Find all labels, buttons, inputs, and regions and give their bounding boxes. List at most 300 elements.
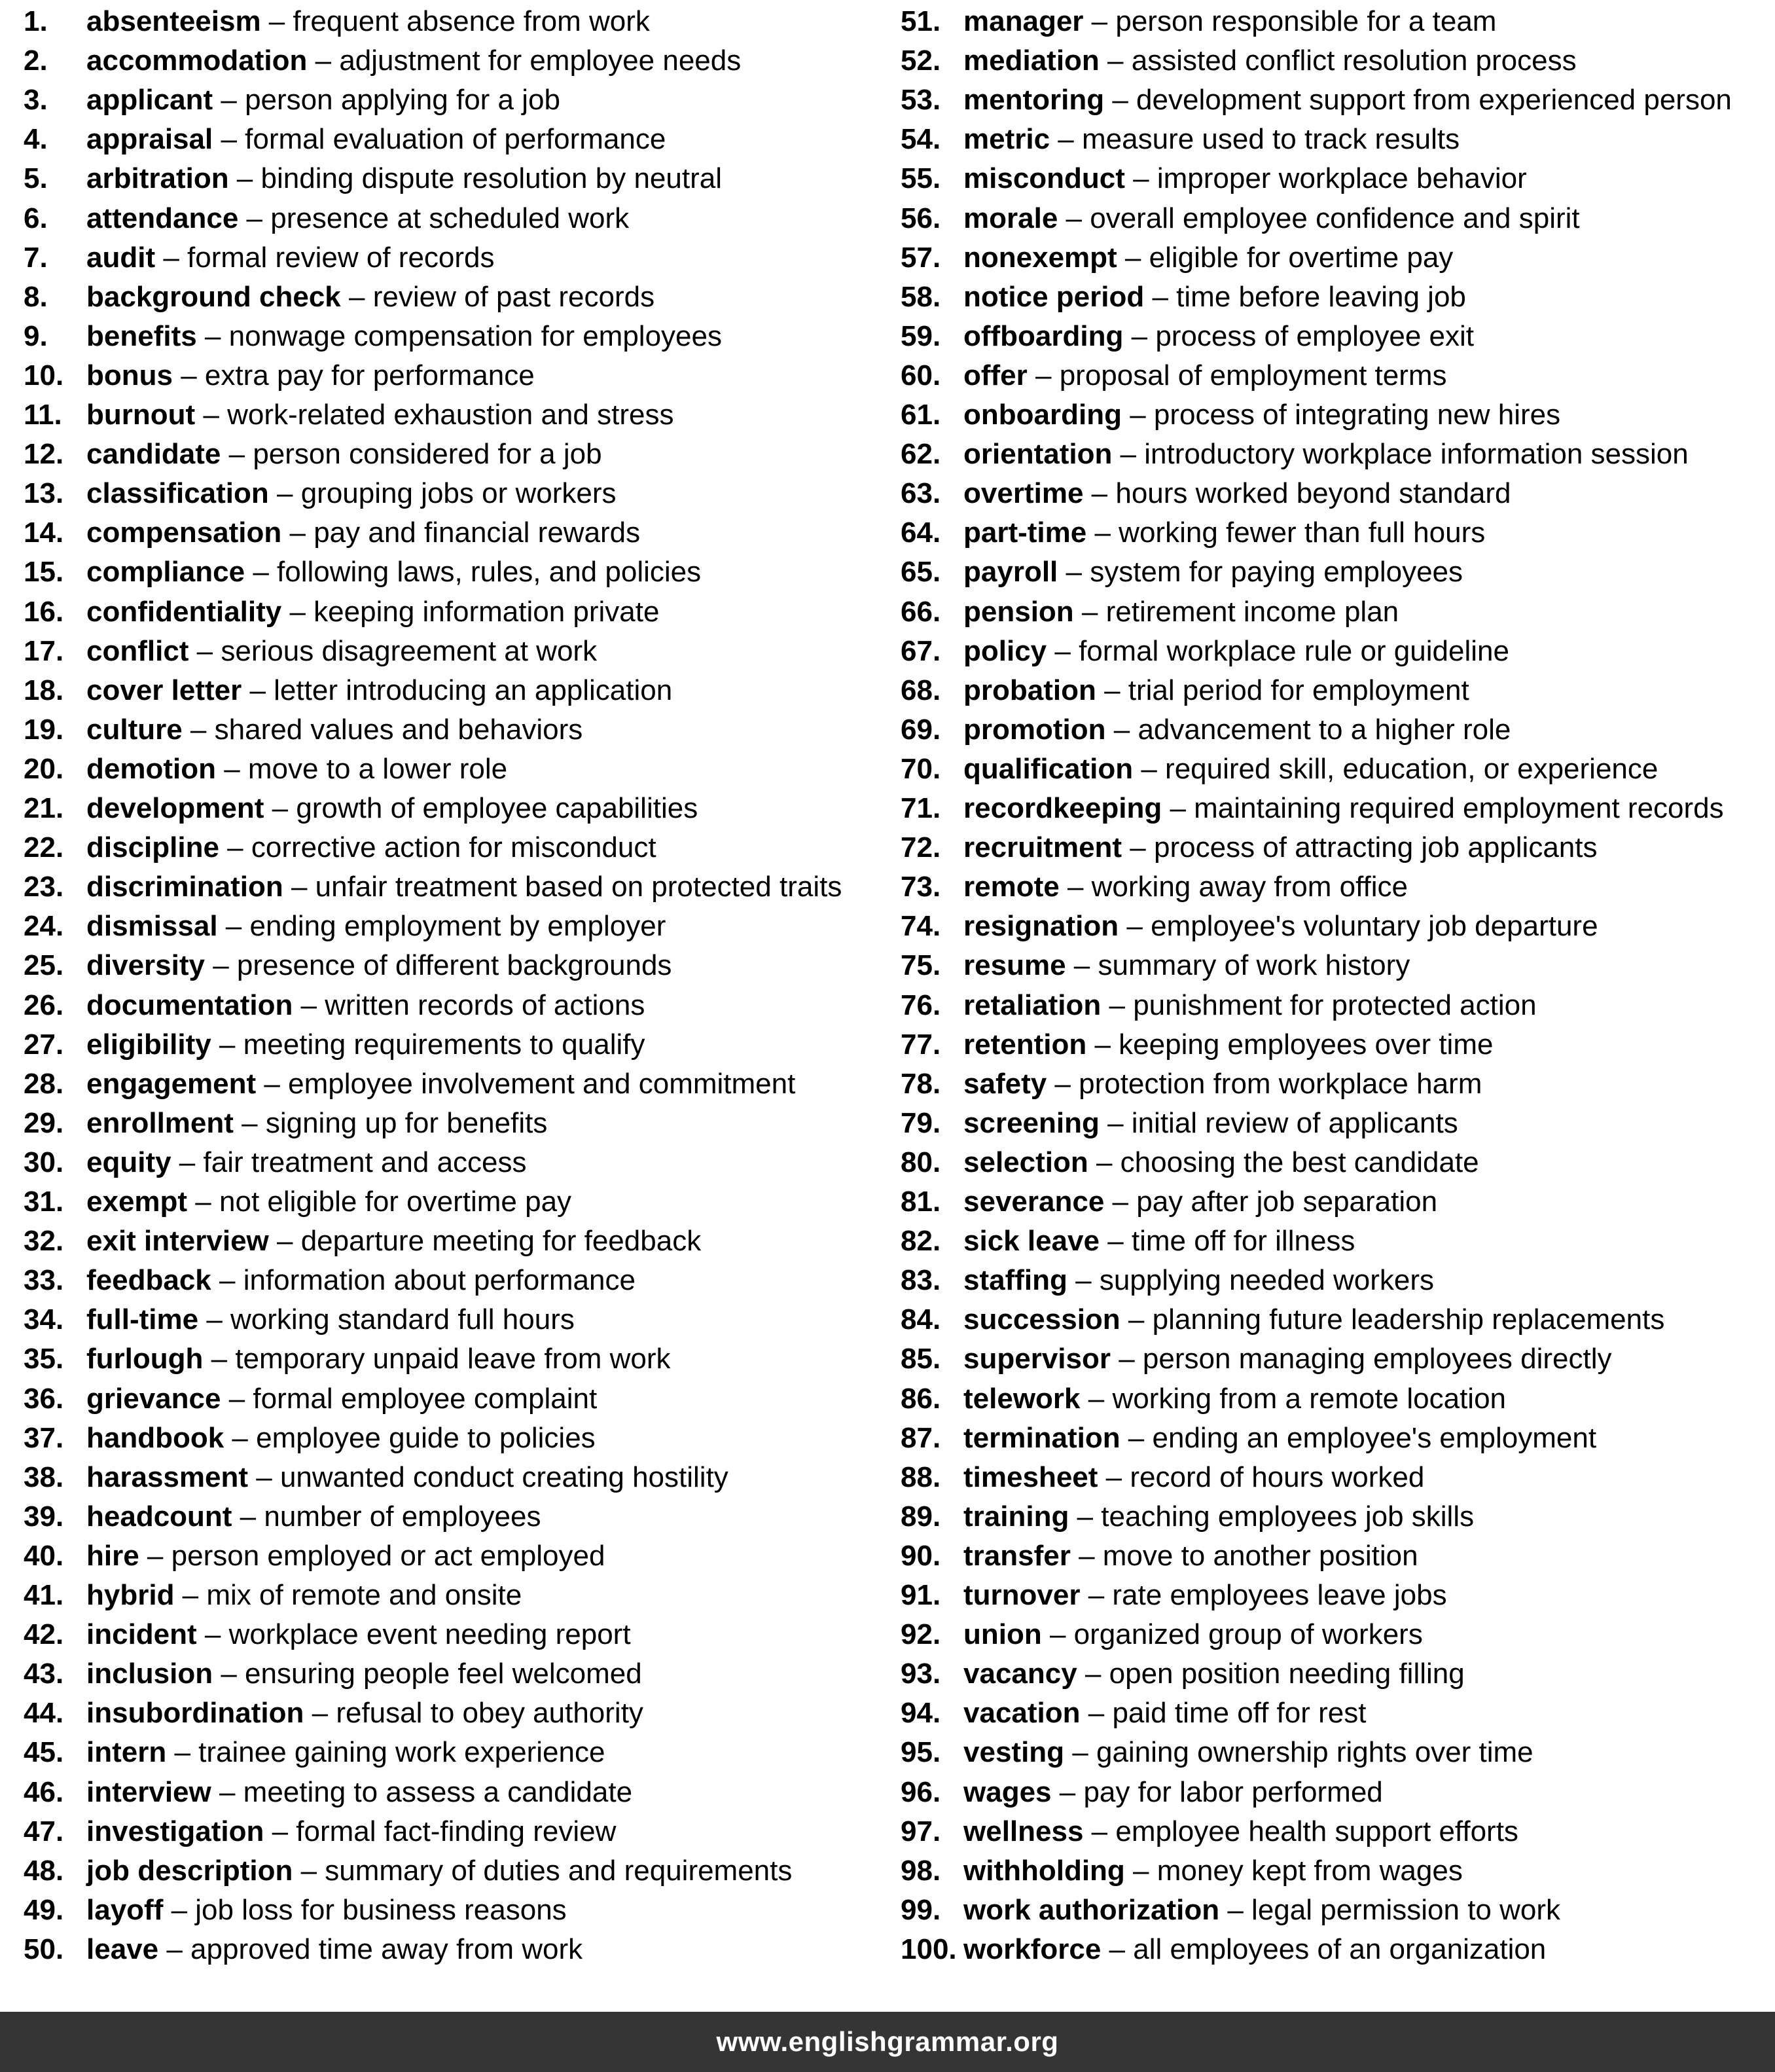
list-item <box>901 828 1598 867</box>
separator: – <box>1077 1658 1109 1690</box>
term: benefits <box>86 319 197 352</box>
definition: summary of work history <box>1098 949 1410 982</box>
definition: refusal to obey authority <box>336 1697 643 1730</box>
item-number: 89. <box>901 1500 941 1533</box>
definition: signing up for benefits <box>265 1106 548 1139</box>
separator: – <box>1041 1618 1074 1651</box>
list-item <box>901 789 1724 828</box>
definition: ending employment by employer <box>249 910 666 943</box>
separator: – <box>248 1461 280 1493</box>
definition: keeping employees over time <box>1119 1028 1494 1061</box>
term: wages <box>963 1775 1052 1808</box>
term: leave <box>86 1933 159 1965</box>
separator: – <box>188 634 221 667</box>
item-number: 74. <box>901 910 941 943</box>
item-number: 97. <box>901 1815 941 1847</box>
term: development <box>86 792 264 824</box>
item-number: 57. <box>901 241 941 274</box>
term: policy <box>963 634 1047 667</box>
term: confidentiality <box>86 595 282 628</box>
item-number: 30. <box>24 1146 64 1178</box>
definition: paid time off for rest <box>1112 1697 1367 1730</box>
separator: – <box>233 1106 266 1139</box>
list-item <box>901 1930 1546 1969</box>
list-item <box>24 356 535 395</box>
list-item <box>901 317 1474 356</box>
term: audit <box>86 241 156 274</box>
separator: – <box>196 1618 229 1651</box>
item-number: 53. <box>901 84 941 117</box>
term: offboarding <box>963 319 1124 352</box>
separator: – <box>1096 674 1128 706</box>
list-item <box>901 1615 1423 1654</box>
separator: – <box>1050 123 1082 156</box>
definition: process of integrating new hires <box>1153 399 1561 431</box>
list-item <box>901 553 1463 592</box>
list-item <box>901 1261 1434 1300</box>
list-item <box>24 1222 701 1261</box>
definition: required skill, education, or experience <box>1165 752 1658 785</box>
definition: departure meeting for feedback <box>300 1225 702 1258</box>
definition: person applying for a job <box>245 84 560 117</box>
list-item <box>24 1104 547 1143</box>
item-number: 87. <box>901 1421 941 1454</box>
term: manager <box>963 5 1084 37</box>
definition: punishment for protected action <box>1133 989 1537 1021</box>
list-item <box>24 828 656 867</box>
term: attendance <box>86 202 239 234</box>
separator: – <box>1105 713 1138 746</box>
separator: – <box>1119 910 1151 943</box>
item-number: 90. <box>901 1539 941 1572</box>
term: culture <box>86 713 183 746</box>
definition: pay after job separation <box>1136 1186 1438 1218</box>
separator: – <box>1124 162 1157 195</box>
list-item <box>24 1576 522 1615</box>
item-number: 8. <box>24 280 48 313</box>
item-number: 95. <box>901 1736 941 1769</box>
definition: person responsible for a team <box>1115 5 1497 37</box>
term: severance <box>963 1186 1105 1218</box>
item-number: 78. <box>901 1067 941 1100</box>
list-item <box>24 1143 527 1182</box>
item-number: 44. <box>24 1697 64 1730</box>
item-number: 5. <box>24 162 48 195</box>
term: eligibility <box>86 1028 211 1061</box>
definition: initial review of applicants <box>1131 1106 1458 1139</box>
separator: – <box>158 1933 191 1965</box>
definition: job loss for business reasons <box>195 1893 567 1926</box>
definition: not eligible for overtime pay <box>219 1186 572 1218</box>
separator: – <box>1051 1775 1084 1808</box>
definition: corrective action for misconduct <box>251 831 656 864</box>
definition: teaching employees job skills <box>1101 1500 1475 1533</box>
term: sick leave <box>963 1225 1100 1258</box>
item-number: 85. <box>901 1343 941 1375</box>
list-item <box>901 513 1485 553</box>
item-number: 54. <box>901 123 941 156</box>
item-number: 58. <box>901 280 941 313</box>
item-number: 79. <box>901 1106 941 1139</box>
term: arbitration <box>86 162 229 195</box>
separator: – <box>211 1775 243 1808</box>
item-number: 7. <box>24 241 48 274</box>
list-item <box>24 1930 583 1969</box>
list-item <box>24 513 640 553</box>
list-item <box>901 199 1580 238</box>
list-item <box>24 1339 671 1379</box>
definition: person employed or act employed <box>171 1539 605 1572</box>
list-item <box>24 1851 792 1891</box>
definition: open position needing filling <box>1109 1658 1465 1690</box>
definition: rate employees leave jobs <box>1112 1579 1447 1611</box>
item-number: 16. <box>24 595 64 628</box>
list-item <box>24 1182 571 1222</box>
item-number: 50. <box>24 1933 64 1965</box>
list-item <box>24 1615 631 1654</box>
separator: – <box>256 1067 289 1100</box>
list-item <box>901 1694 1366 1733</box>
list-item <box>24 159 722 198</box>
item-number: 94. <box>901 1697 941 1730</box>
list-item <box>24 671 672 710</box>
list-item <box>24 435 602 474</box>
definition: organized group of workers <box>1073 1618 1423 1651</box>
separator: – <box>1099 1225 1132 1258</box>
term: compensation <box>86 517 282 549</box>
separator: – <box>1120 1421 1153 1454</box>
term: retention <box>963 1028 1087 1061</box>
list-item <box>901 1182 1437 1222</box>
term: dismissal <box>86 910 218 943</box>
item-number: 59. <box>901 319 941 352</box>
definition: ensuring people feel welcomed <box>245 1658 642 1690</box>
separator: – <box>1066 949 1098 982</box>
separator: – <box>1080 1697 1113 1730</box>
definition: employee health support efforts <box>1115 1815 1518 1847</box>
item-number: 43. <box>24 1658 64 1690</box>
list-item <box>24 592 659 632</box>
definition: process of attracting job applicants <box>1154 831 1598 864</box>
term: hire <box>86 1539 139 1572</box>
item-number: 6. <box>24 202 48 234</box>
item-number: 72. <box>901 831 941 864</box>
term: engagement <box>86 1067 257 1100</box>
separator: – <box>221 1382 253 1415</box>
list-item <box>901 907 1598 946</box>
list-item <box>24 1064 795 1104</box>
list-item <box>901 1497 1474 1536</box>
definition: pay for labor performed <box>1083 1775 1383 1808</box>
list-item <box>901 278 1466 317</box>
separator: – <box>264 1815 296 1847</box>
item-number: 41. <box>24 1579 64 1611</box>
separator: – <box>1133 752 1166 785</box>
separator: – <box>1112 438 1145 471</box>
term: incident <box>86 1618 197 1651</box>
separator: – <box>139 1539 171 1572</box>
list-item <box>901 1104 1458 1143</box>
term: union <box>963 1618 1042 1651</box>
definition: meeting to assess a candidate <box>243 1775 633 1808</box>
list-item <box>901 1025 1493 1064</box>
term: misconduct <box>963 162 1125 195</box>
definition: proposal of employment terms <box>1059 359 1447 391</box>
term: remote <box>963 871 1060 903</box>
separator: – <box>163 1893 196 1926</box>
definition: overall employee confidence and spirit <box>1090 202 1580 234</box>
separator: – <box>195 399 228 431</box>
item-number: 23. <box>24 871 64 903</box>
term: safety <box>963 1067 1047 1100</box>
definition: formal workplace rule or guideline <box>1079 634 1509 667</box>
definition: frequent absence from work <box>293 5 650 37</box>
definition: system for paying employees <box>1090 556 1463 589</box>
list-item <box>24 395 673 435</box>
list-item <box>901 1143 1479 1182</box>
term: offer <box>963 359 1028 391</box>
list-item <box>24 120 666 159</box>
item-number: 69. <box>901 713 941 746</box>
separator: – <box>304 1697 336 1730</box>
definition: pay and financial rewards <box>314 517 641 549</box>
term: applicant <box>86 84 213 117</box>
term: qualification <box>963 752 1134 785</box>
list-item <box>901 1851 1463 1891</box>
list-item <box>901 1576 1447 1615</box>
term: exempt <box>86 1186 188 1218</box>
definition: information about performance <box>243 1264 636 1297</box>
item-number: 91. <box>901 1579 941 1611</box>
list-item <box>901 2 1496 41</box>
list-item <box>901 1733 1533 1772</box>
separator: – <box>283 871 315 903</box>
item-number: 17. <box>24 634 64 667</box>
item-number: 4. <box>24 123 48 156</box>
item-number: 56. <box>901 202 941 234</box>
definition: workplace event needing report <box>228 1618 631 1651</box>
term: headcount <box>86 1500 232 1533</box>
list-item <box>24 946 672 985</box>
item-number: 19. <box>24 713 64 746</box>
term: appraisal <box>86 123 213 156</box>
definition: formal fact-finding review <box>296 1815 617 1847</box>
term: accommodation <box>86 45 308 77</box>
definition: improper workplace behavior <box>1156 162 1527 195</box>
term: recruitment <box>963 831 1122 864</box>
separator: – <box>1101 1933 1134 1965</box>
item-number: 18. <box>24 674 64 706</box>
item-number: 63. <box>901 477 941 510</box>
item-number: 70. <box>901 752 941 785</box>
definition: working away from office <box>1091 871 1408 903</box>
definition: planning future leadership replacements <box>1152 1303 1665 1336</box>
separator: – <box>217 910 250 943</box>
separator: – <box>174 1579 207 1611</box>
definition: money kept from wages <box>1156 1854 1463 1887</box>
term: notice period <box>963 280 1145 313</box>
list-item <box>901 1064 1482 1104</box>
item-number: 77. <box>901 1028 941 1061</box>
item-number: 42. <box>24 1618 64 1651</box>
separator: – <box>155 241 188 274</box>
term: hybrid <box>86 1579 175 1611</box>
list-item <box>24 1300 575 1339</box>
term: overtime <box>963 477 1084 510</box>
separator: – <box>1117 241 1149 274</box>
list-item <box>901 41 1577 81</box>
item-number: 82. <box>901 1225 941 1258</box>
term: part-time <box>963 517 1087 549</box>
item-number: 29. <box>24 1106 64 1139</box>
term: diversity <box>86 949 205 982</box>
separator: – <box>1121 399 1154 431</box>
term: discrimination <box>86 871 283 903</box>
definition: keeping information private <box>314 595 660 628</box>
separator: – <box>232 1500 264 1533</box>
separator: – <box>211 1028 243 1061</box>
term: candidate <box>86 438 221 471</box>
definition: adjustment for employee needs <box>339 45 742 77</box>
term: insubordination <box>86 1697 304 1730</box>
term: bonus <box>86 359 173 391</box>
separator: – <box>1067 1264 1100 1297</box>
term: telework <box>963 1382 1081 1415</box>
item-number: 84. <box>901 1303 941 1336</box>
definition: record of hours worked <box>1130 1461 1425 1493</box>
definition: all employees of an organization <box>1133 1933 1547 1965</box>
term: discipline <box>86 831 219 864</box>
term: orientation <box>963 438 1113 471</box>
definition: summary of duties and requirements <box>325 1854 793 1887</box>
footer-bar <box>0 2012 1775 2072</box>
definition: binding dispute resolution by neutral <box>260 162 722 195</box>
list-item <box>901 395 1560 435</box>
definition: advancement to a higher role <box>1138 713 1511 746</box>
item-number: 60. <box>901 359 941 391</box>
definition: time off for illness <box>1131 1225 1355 1258</box>
term: inclusion <box>86 1658 213 1690</box>
item-number: 48. <box>24 1854 64 1887</box>
separator: – <box>242 674 274 706</box>
separator: – <box>307 45 340 77</box>
list-item <box>24 986 645 1025</box>
item-number: 37. <box>24 1421 64 1454</box>
separator: – <box>228 162 261 195</box>
definition: retirement income plan <box>1105 595 1399 628</box>
definition: number of employees <box>264 1500 541 1533</box>
separator: – <box>1083 1815 1116 1847</box>
item-number: 88. <box>901 1461 941 1493</box>
item-number: 61. <box>901 399 941 431</box>
list-item <box>24 1733 605 1772</box>
term: retaliation <box>963 989 1102 1021</box>
list-item <box>24 2 650 41</box>
separator: – <box>293 989 325 1021</box>
separator: – <box>213 84 245 117</box>
term: burnout <box>86 399 196 431</box>
term: nonexempt <box>963 241 1117 274</box>
item-number: 49. <box>24 1893 64 1926</box>
definition: approved time away from work <box>190 1933 583 1965</box>
separator: – <box>1086 517 1119 549</box>
definition: extra pay for performance <box>204 359 535 391</box>
definition: employee's voluntary job departure <box>1151 910 1598 943</box>
item-number: 86. <box>901 1382 941 1415</box>
definition: trainee gaining work experience <box>198 1736 605 1769</box>
term: staffing <box>963 1264 1067 1297</box>
definition: hours worked beyond standard <box>1115 477 1511 510</box>
definition: measure used to track results <box>1082 123 1460 156</box>
item-number: 15. <box>24 556 64 589</box>
term: vesting <box>963 1736 1065 1769</box>
item-number: 93. <box>901 1658 941 1690</box>
separator: – <box>198 1303 231 1336</box>
list-item <box>901 710 1511 750</box>
separator: – <box>1073 595 1106 628</box>
definition: working fewer than full hours <box>1119 517 1486 549</box>
definition: employee involvement and commitment <box>288 1067 796 1100</box>
separator: – <box>1070 1539 1103 1572</box>
separator: – <box>213 1658 245 1690</box>
definition: working from a remote location <box>1112 1382 1507 1415</box>
list-item <box>901 1379 1506 1419</box>
list-item <box>901 81 1732 120</box>
list-item <box>24 278 654 317</box>
term: pension <box>963 595 1074 628</box>
term: payroll <box>963 556 1058 589</box>
list-item <box>901 750 1658 789</box>
list-item <box>24 1419 596 1458</box>
term: classification <box>86 477 269 510</box>
separator: – <box>1069 1500 1102 1533</box>
term: wellness <box>963 1815 1084 1847</box>
separator: – <box>1080 1579 1113 1611</box>
term: vacancy <box>963 1658 1077 1690</box>
definition: move to another position <box>1102 1539 1418 1572</box>
item-number: 12. <box>24 438 64 471</box>
item-number: 67. <box>901 634 941 667</box>
list-item <box>24 1025 645 1064</box>
definition: review of past records <box>372 280 655 313</box>
item-number: 64. <box>901 517 941 549</box>
item-number: 66. <box>901 595 941 628</box>
item-number: 51. <box>901 5 941 37</box>
item-number: 13. <box>24 477 64 510</box>
definition: unfair treatment based on protected traits <box>315 871 842 903</box>
term: handbook <box>86 1421 224 1454</box>
separator: – <box>1083 5 1116 37</box>
separator: – <box>1027 359 1060 391</box>
list-item <box>24 1654 642 1694</box>
term: probation <box>963 674 1096 706</box>
term: screening <box>963 1106 1100 1139</box>
term: recordkeeping <box>963 792 1162 824</box>
item-number: 65. <box>901 556 941 589</box>
term: furlough <box>86 1343 204 1375</box>
list-item <box>24 789 698 828</box>
separator: – <box>1162 792 1194 824</box>
definition: move to a lower role <box>247 752 508 785</box>
definition: working standard full hours <box>230 1303 575 1336</box>
list-item <box>901 946 1410 985</box>
item-number: 45. <box>24 1736 64 1769</box>
item-number: 73. <box>901 871 941 903</box>
definition: letter introducing an application <box>274 674 673 706</box>
separator: – <box>293 1854 325 1887</box>
term: intern <box>86 1736 167 1769</box>
definition: introductory workplace information session <box>1144 438 1689 471</box>
